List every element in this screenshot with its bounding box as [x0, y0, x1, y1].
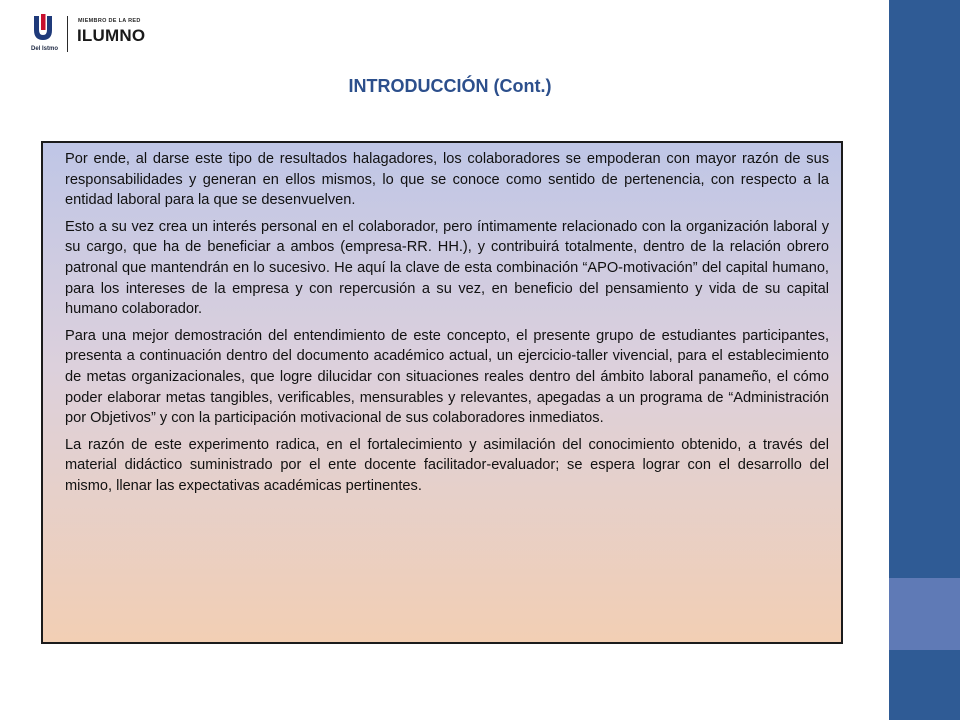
paragraph-2: Esto a su vez crea un interés personal en el colaborador, pero íntimamente relacionado con la organización laboral y su cargo, que ha de beneficiar a ambos (empresa-RR. HH.), y contribuirá totalmente, dentro de la relación obrero patronal que mantendrán en lo sucesivo. He aquí la clave de esta combinación “APO-motivación” del capital humano, para los intereses de la empresa y con repercusión a su vez, en beneficio del pensamiento y vida de su capital humano colaborador.: [65, 218, 829, 318]
logo-mark-icon: [28, 12, 58, 44]
content-box: [41, 141, 843, 644]
logo: [28, 12, 158, 60]
page-title: INTRODUCCIÓN (Cont.): [348, 76, 552, 96]
paragraph-4: La razón de este experimento radica, en el fortalecimiento y asimilación del conocimiento obtenido, a través del material didáctico suministrado por el ente docente facilitador-evaluador; se espera lograr con el desarrollo del mismo, llenar las expectativas académicas pertinentes.: [65, 436, 829, 494]
logo-network-name: ILUMNO: [77, 26, 146, 45]
side-bar-accent: [889, 578, 960, 650]
paragraph-3: Para una mejor demostración del entendimiento de este concepto, el presente grupo de estudiantes participantes, presenta a continuación dentro del documento académico actual, un ejercicio-taller vivencial, para el establecimiento de metas organizacionales, que logre dilucidar con situaciones reales dentro del ámbito laboral panameño, el cómo poder elaborar metas tangibles, verificables, mensurables y relevantes, apegadas a un programa de “Administración por Objetivos” y con la participación motivacional de sus colaboradores inmediatos.: [65, 327, 829, 427]
paragraph-1: Por ende, al darse este tipo de resultados halagadores, los colaboradores se empoderan con mayor razón de sus responsabilidades y generan en ellos mismos, lo que se conoce como sentido de pertenencia, con respecto a la entidad laboral para la que se desenvuelven.: [65, 151, 829, 209]
logo-divider: [67, 16, 68, 52]
logo-network-label: MIEMBRO DE LA RED: [78, 18, 141, 24]
logo-abbrev: Del Istmo: [31, 46, 59, 52]
side-bar-bottom: [889, 650, 960, 720]
